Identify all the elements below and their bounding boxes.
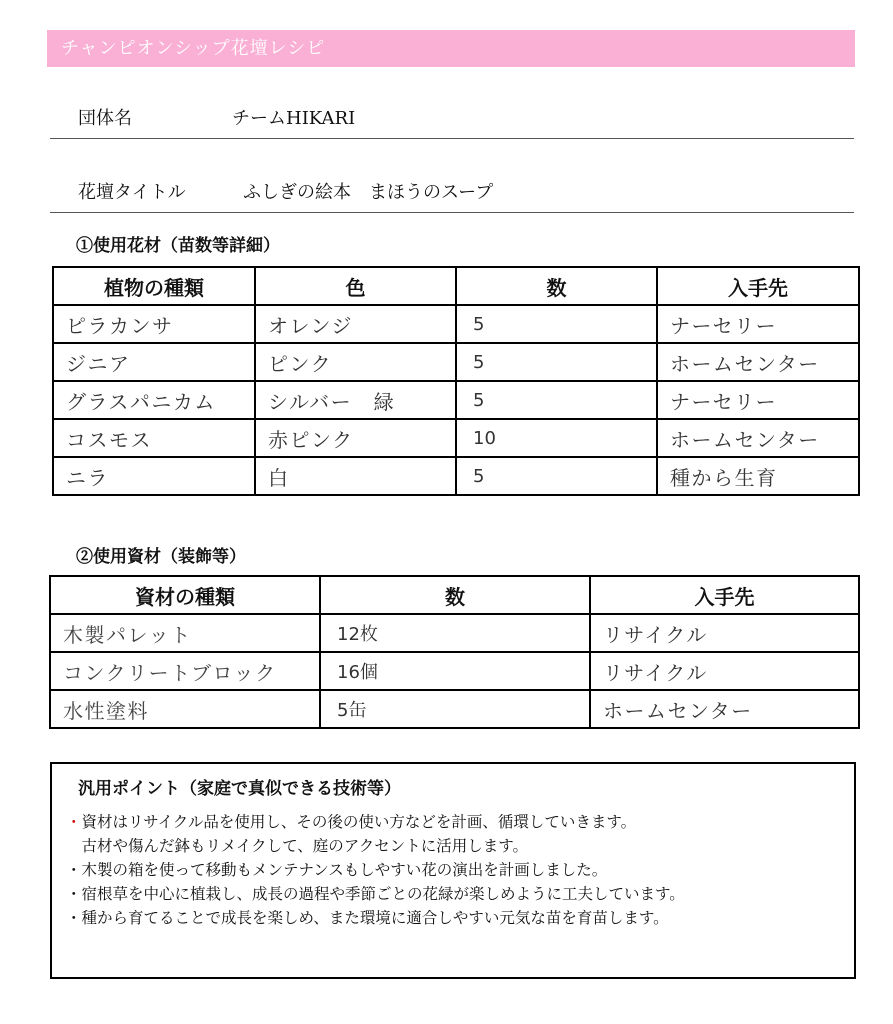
material-row: [50, 614, 859, 652]
notes-box: [50, 762, 856, 979]
plants-header-cell: 色: [255, 267, 456, 305]
team-name-row: [50, 98, 854, 139]
notes-line: ・宿根草を中心に植栽し、成長の過程や季節ごとの花緑が楽しめように工夫しています。: [66, 885, 685, 903]
material-row-cell: コンクリートブロック: [50, 652, 320, 690]
plants-header-cell: 植物の種類: [53, 267, 255, 305]
plant-row: [53, 343, 859, 381]
plant-row-cell: ホームセンター: [657, 343, 859, 381]
section1-title: ①使用花材（苗数等詳細）: [76, 236, 280, 256]
section2-title: ②使用資材（装飾等）: [76, 547, 246, 567]
notes-line: ・木製の箱を使って移動もメンテナンスもしやすい花の演出を計画しました。: [66, 861, 608, 879]
plant-row-cell: 5: [456, 381, 657, 419]
plant-row-cell: 10: [456, 419, 657, 457]
material-row-cell: リサイクル: [590, 614, 859, 652]
plant-row-cell: シルバー 緑: [255, 381, 456, 419]
materials-header-cell: 資材の種類: [50, 576, 320, 614]
plant-row-cell: ピラカンサ: [53, 305, 255, 343]
material-row-cell: 12枚: [320, 614, 590, 652]
plant-row-cell: ニラ: [53, 457, 255, 495]
notes-title: 汎用ポイント（家庭で真似できる技術等）: [78, 779, 401, 799]
notes-line: ・資材はリサイクル品を使用し、その後の使い方などを計画、循環していきます。: [66, 813, 637, 831]
banner-title: チャンピオンシップ花壇レシピ: [47, 30, 855, 67]
plant-row-cell: 5: [456, 457, 657, 495]
material-row-cell: 木製パレット: [50, 614, 320, 652]
notes-line: ・種から育てることで成長を楽しめ、また環境に適合しやすい元気な苗を育苗します。: [66, 909, 669, 927]
plant-row: [53, 419, 859, 457]
plant-row-cell: 赤ピンク: [255, 419, 456, 457]
materials-header-cell: 入手先: [590, 576, 859, 614]
plant-row-cell: 5: [456, 343, 657, 381]
plant-row-cell: ピンク: [255, 343, 456, 381]
team-name-label: 団体名: [78, 108, 132, 129]
materials-header-cell: 数: [320, 576, 590, 614]
plant-row: [53, 381, 859, 419]
plant-row-cell: 種から生育: [657, 457, 859, 495]
plant-row-cell: 5: [456, 305, 657, 343]
material-row-cell: リサイクル: [590, 652, 859, 690]
bed-title-value: ふしぎの絵本 まほうのスープ: [243, 182, 494, 203]
material-row-cell: 水性塗料: [50, 690, 320, 728]
plants-header-cell: 数: [456, 267, 657, 305]
plant-row: [53, 305, 859, 343]
plant-row-cell: コスモス: [53, 419, 255, 457]
plant-row-cell: オレンジ: [255, 305, 456, 343]
materials-header-row: [50, 576, 859, 614]
plant-row-cell: 白: [255, 457, 456, 495]
plant-row-cell: ナーセリー: [657, 305, 859, 343]
plants-header-cell: 入手先: [657, 267, 859, 305]
notes-line: 古材や傷んだ鉢もリメイクして、庭のアクセントに活用します。: [66, 837, 529, 855]
bed-title-label: 花壇タイトル: [78, 182, 186, 203]
materials-table: [49, 575, 860, 729]
bullet-marker: ・: [66, 813, 82, 831]
plant-row-cell: グラスパニカム: [53, 381, 255, 419]
bed-title-row: [50, 172, 854, 213]
plants-header-row: [53, 267, 859, 305]
team-name-value: チームHIKARI: [232, 108, 356, 129]
plant-row: [53, 457, 859, 495]
material-row-cell: 16個: [320, 652, 590, 690]
material-row: [50, 690, 859, 728]
notes-list: [66, 810, 685, 930]
plants-table: [52, 266, 860, 496]
material-row: [50, 652, 859, 690]
material-row-cell: 5缶: [320, 690, 590, 728]
plant-row-cell: ジニア: [53, 343, 255, 381]
plant-row-cell: ホームセンター: [657, 419, 859, 457]
plant-row-cell: ナーセリー: [657, 381, 859, 419]
material-row-cell: ホームセンター: [590, 690, 859, 728]
